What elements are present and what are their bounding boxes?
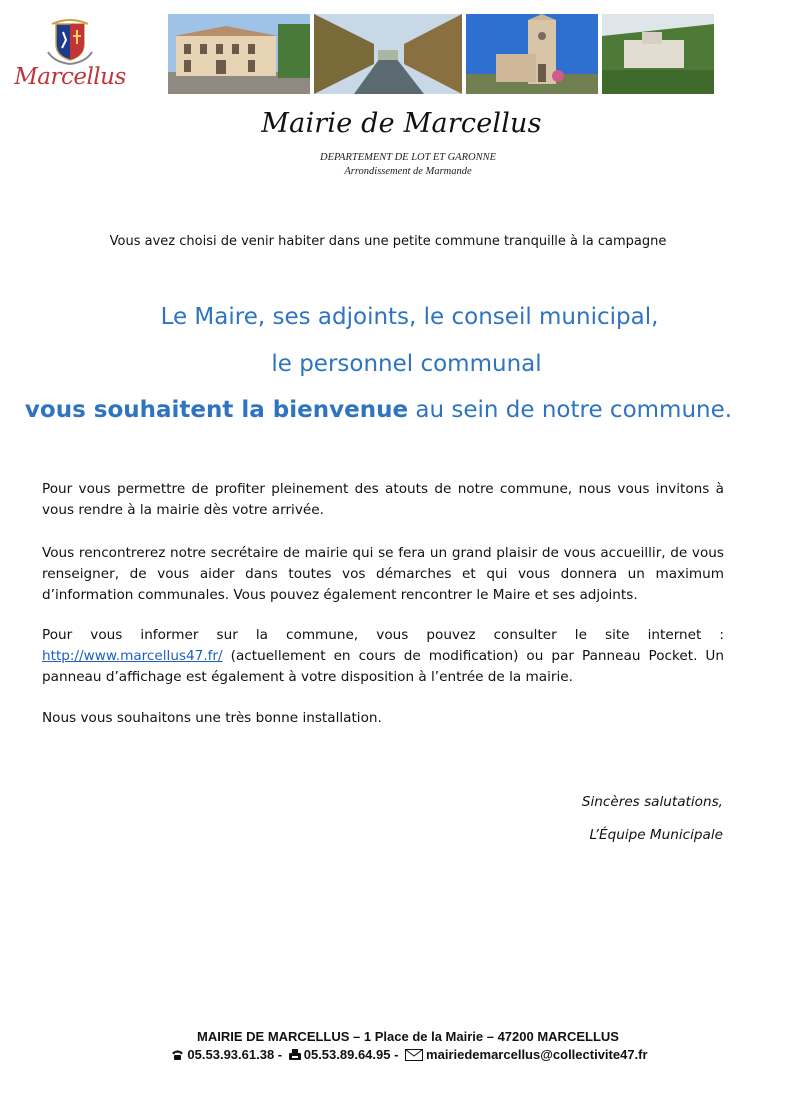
- paragraph-arrival: Pour vous permettre de profiter pleinement des atouts de notre commune, nous vous invitons à vous rendre à la mairie dès votre arrivée.: [42, 481, 724, 518]
- department-label: DEPARTEMENT DE LOT ET GARONNE: [320, 152, 496, 163]
- coat-of-arms-icon: [44, 18, 96, 66]
- arrondissement-label: Arrondissement de Marmande: [344, 166, 472, 177]
- footer-address: MAIRIE DE MARCELLUS – 1 Place de la Mairie – 47200 MARCELLUS: [197, 1029, 619, 1044]
- envelope-icon: [405, 1049, 423, 1064]
- signature-team: L’Équipe Municipale: [589, 827, 723, 843]
- logo-wordmark: Marcellus: [14, 64, 126, 90]
- welcome-line-2: le personnel communal: [271, 351, 542, 377]
- website-text-end: (actuellement en cours de modification) ou par Panneau Pocket. Un panneau d’affichage est également à votre disposition à l’entrée de la mairie.: [42, 648, 724, 685]
- paragraph-website: [42, 625, 724, 688]
- page-title: Mairie de Marcellus: [261, 108, 542, 139]
- telephone-icon: [171, 1049, 184, 1064]
- fax-number: 05.53.89.64.95: [303, 1047, 391, 1062]
- intro-text: Vous avez choisi de venir habiter dans une petite commune tranquille à la campagne: [109, 234, 667, 249]
- separator: -: [390, 1047, 403, 1062]
- welcome-line-1: Le Maire, ses adjoints, le conseil municipal,: [160, 304, 659, 330]
- welcome-bold-text: vous souhaitent la bienvenue: [24, 397, 409, 423]
- welcome-line-3: [0, 397, 780, 423]
- salutation: Sincères salutations,: [581, 794, 723, 810]
- separator: -: [274, 1047, 286, 1062]
- photo-town-hall: [168, 14, 310, 94]
- footer-contacts: [0, 1047, 803, 1064]
- website-text-start: Pour vous informer sur la commune, vous pouvez consulter le site internet :: [42, 627, 724, 643]
- photo-chateau: [602, 14, 714, 94]
- fax-icon: [289, 1049, 301, 1064]
- photo-church: [466, 14, 598, 94]
- paragraph-closing: Nous vous souhaitons une très bonne installation.: [42, 710, 382, 726]
- paragraph-secretary: Vous rencontrerez notre secrétaire de mairie qui se fera un grand plaisir de vous accueillir, de vous renseigner, de vous aider dans toutes vos démarches et qui vous donnera un maximum d’information communales. Vous pouvez également rencontrer le Maire et ses adjoints.: [42, 545, 724, 603]
- commune-logo: [14, 18, 126, 98]
- photo-canal: [314, 14, 462, 94]
- welcome-rest-text: au sein de notre commune.: [408, 397, 733, 423]
- phone-number: 05.53.93.61.38: [187, 1047, 275, 1062]
- website-link[interactable]: http://www.marcellus47.fr/: [42, 648, 223, 664]
- email-address[interactable]: mairiedemarcellus@collectivite47.fr: [426, 1047, 648, 1062]
